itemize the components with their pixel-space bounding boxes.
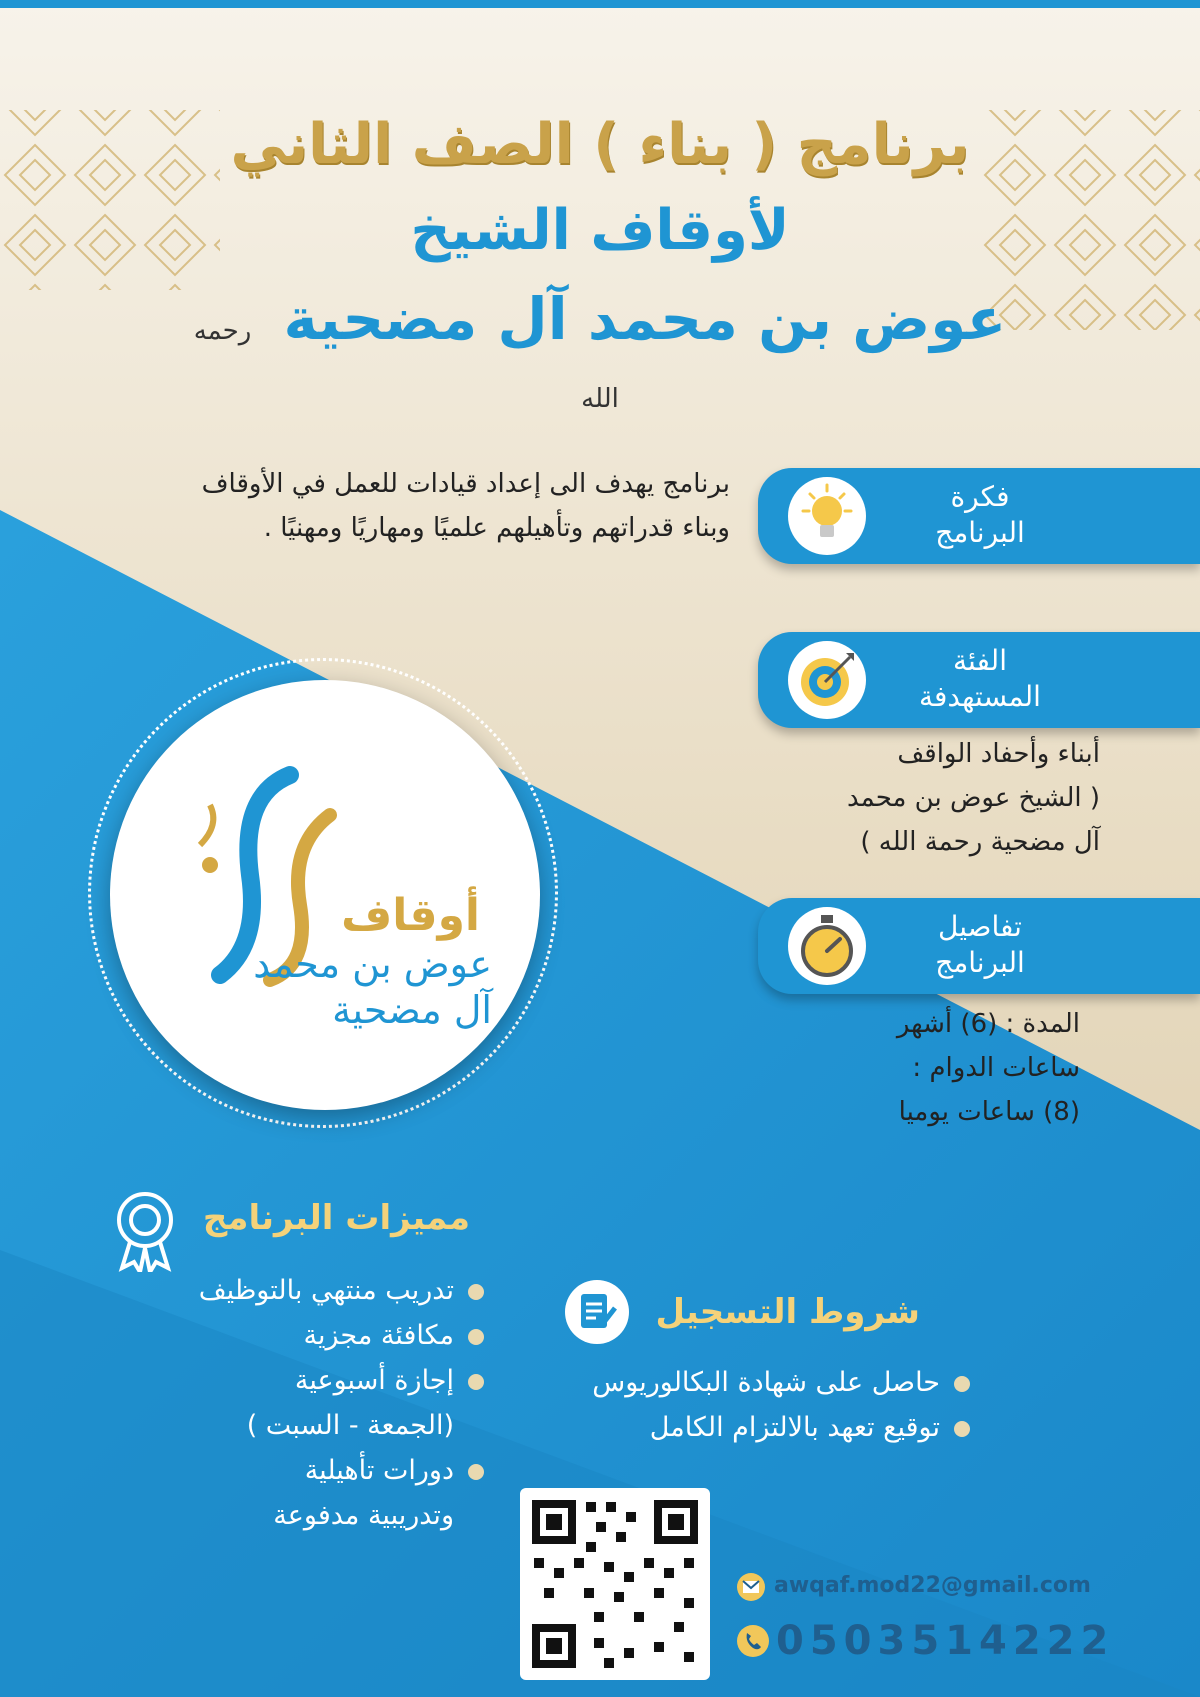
target-pill	[758, 632, 1200, 728]
features-title: مميزات البرنامج	[202, 1198, 470, 1238]
list-item	[64, 1358, 484, 1403]
details-text	[720, 1002, 1080, 1134]
title-suffix: رحمه الله	[193, 316, 619, 414]
registration-1: حاصل على شهادة البكالوريوس	[592, 1367, 940, 1398]
form-edit-icon	[565, 1280, 629, 1344]
award-badge-icon	[110, 1188, 180, 1276]
qr-code-image	[520, 1488, 710, 1680]
list-item	[64, 1268, 484, 1313]
feature-5: دورات تأهيلية	[304, 1455, 454, 1486]
details-text-2: ساعات الدوام :	[912, 1053, 1080, 1083]
idea-label-2: البرنامج	[935, 516, 1025, 549]
target-text-2: ( الشيخ عوض بن محمد	[847, 783, 1100, 813]
list-item	[510, 1360, 970, 1405]
bullet-dot	[468, 1329, 484, 1345]
registration-title: شروط التسجيل	[655, 1292, 920, 1332]
title-line-3	[180, 285, 1020, 421]
details-text-3: (8) ساعات يوميا	[898, 1097, 1080, 1127]
logo-circle	[110, 680, 540, 1110]
idea-label-1: فكرة	[950, 480, 1010, 513]
title-founder-name: عوض بن محمد آل مضحية	[283, 285, 1007, 353]
registration-list	[510, 1360, 970, 1450]
list-item	[64, 1403, 454, 1448]
feature-4: (الجمعة - السبت )	[246, 1410, 454, 1441]
logo-word-3: آل مضحية	[332, 988, 492, 1032]
target-label-2: المستهدفة	[919, 680, 1041, 713]
feature-3: إجازة أسبوعية	[294, 1365, 454, 1396]
bullet-dot	[468, 1464, 484, 1480]
idea-text-1: برنامج يهدف الى إعداد قيادات للعمل في الأوقاف	[201, 469, 730, 499]
bullet-dot	[954, 1376, 970, 1392]
target-text-1: أبناء وأحفاد الواقف	[897, 739, 1100, 769]
target-label-1: الفئة	[953, 644, 1007, 677]
bullet-dot	[954, 1421, 970, 1437]
title-line-1: برنامج ( بناء ) الصف الثاني	[230, 112, 970, 177]
lightbulb-icon	[788, 477, 866, 555]
mail-icon	[736, 1572, 766, 1606]
registration-2: توقيع تعهد بالالتزام الكامل	[649, 1412, 940, 1443]
features-list	[64, 1268, 484, 1538]
list-item	[64, 1313, 484, 1358]
target-icon	[788, 641, 866, 719]
feature-6: وتدريبية مدفوعة	[273, 1500, 454, 1531]
details-text-1: المدة : (6) أشهر	[896, 1009, 1080, 1039]
phone-icon	[736, 1624, 770, 1662]
feature-2: مكافئة مجزية	[303, 1320, 454, 1351]
email-text: awqaf.mod22@gmail.com	[774, 1573, 1091, 1598]
list-item	[64, 1493, 454, 1538]
details-label-1: تفاصيل	[938, 910, 1022, 943]
qr-code	[520, 1488, 710, 1680]
idea-text-2: وبناء قدراتهم وتأهيلهم علميًا ومهاريًا ومهنيًا .	[263, 513, 730, 543]
target-text	[700, 732, 1100, 864]
bullet-dot	[468, 1374, 484, 1390]
details-pill	[758, 898, 1200, 994]
list-item	[64, 1448, 484, 1493]
logo-word-2: عوض بن محمد	[253, 942, 492, 986]
stopwatch-icon	[788, 907, 866, 985]
logo-word-1: أوقاف	[341, 890, 480, 941]
list-item	[510, 1405, 970, 1450]
feature-1: تدريب منتهي بالتوظيف	[198, 1275, 454, 1306]
details-label-2: البرنامج	[935, 946, 1025, 979]
title-line-2: لأوقاف الشيخ	[410, 198, 790, 263]
idea-text	[70, 462, 730, 550]
bullet-dot	[468, 1284, 484, 1300]
idea-pill	[758, 468, 1200, 564]
target-text-3: آل مضحية رحمة الله )	[860, 827, 1100, 857]
phone-text: 0503514222	[776, 1618, 1115, 1664]
